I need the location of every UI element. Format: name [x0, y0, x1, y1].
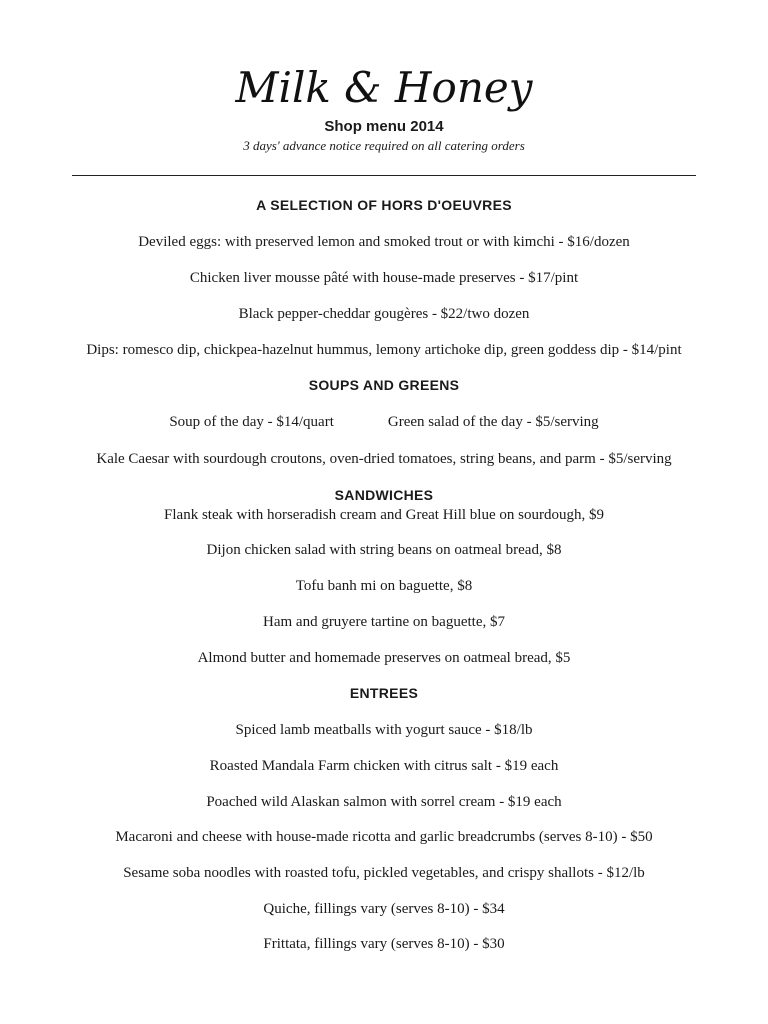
menu-item-pair: [0, 412, 768, 432]
menu-item-soup: Soup of the day - $14/quart: [169, 414, 334, 430]
menu-item: Frittata, fillings vary (serves 8-10) - $30: [263, 936, 505, 952]
menu-item: Sesame soba noodles with roasted tofu, pickled vegetables, and crispy shallots - $12/lb: [123, 865, 645, 881]
menu-item: Quiche, fillings vary (serves 8-10) - $34: [263, 901, 505, 917]
menu-item: Deviled eggs: with preserved lemon and smoked trout or with kimchi - $16/dozen: [138, 234, 630, 250]
menu-item: Flank steak with horseradish cream and Great Hill blue on sourdough, $9: [164, 507, 604, 523]
section-heading-sandwiches: SANDWICHES: [334, 487, 434, 503]
divider: [72, 175, 696, 176]
menu-item: Chicken liver mousse pâté with house-made preserves - $17/pint: [189, 270, 579, 286]
menu-item: Dijon chicken salad with string beans on oatmeal bread, $8: [206, 542, 562, 558]
menu-title: Milk & Honey: [235, 63, 533, 112]
menu-item: Ham and gruyere tartine on baguette, $7: [263, 614, 505, 630]
menu-item-salad: Green salad of the day - $5/serving: [387, 414, 599, 430]
section-heading-soups-and-greens: SOUPS AND GREENS: [308, 377, 460, 393]
menu-item: Roasted Mandala Farm chicken with citrus salt - $19 each: [209, 758, 559, 774]
menu-item: Dips: romesco dip, chickpea-hazelnut hummus, lemony artichoke dip, green goddess dip - $14/pint: [86, 342, 682, 358]
section-heading-hors-doeuvres: A SELECTION OF HORS D'OEUVRES: [256, 197, 512, 213]
menu-item: Spiced lamb meatballs with yogurt sauce - $18/lb: [235, 722, 533, 738]
menu-item: Macaroni and cheese with house-made ricotta and garlic breadcrumbs (serves 8-10) - $50: [115, 829, 653, 845]
menu-item: Kale Caesar with sourdough croutons, oven-dried tomatoes, string beans, and parm - $5/serving: [96, 451, 672, 467]
menu-item: Black pepper-cheddar gougères - $22/two dozen: [238, 306, 530, 322]
menu-item: Tofu banh mi on baguette, $8: [295, 578, 473, 594]
section-heading-entrees: ENTREES: [349, 685, 419, 701]
menu-item: Poached wild Alaskan salmon with sorrel cream - $19 each: [206, 794, 562, 810]
menu-subtitle: Shop menu 2014: [324, 118, 444, 135]
menu-item: Almond butter and homemade preserves on oatmeal bread, $5: [197, 650, 571, 666]
catering-notice: 3 days' advance notice required on all catering orders: [243, 138, 525, 153]
